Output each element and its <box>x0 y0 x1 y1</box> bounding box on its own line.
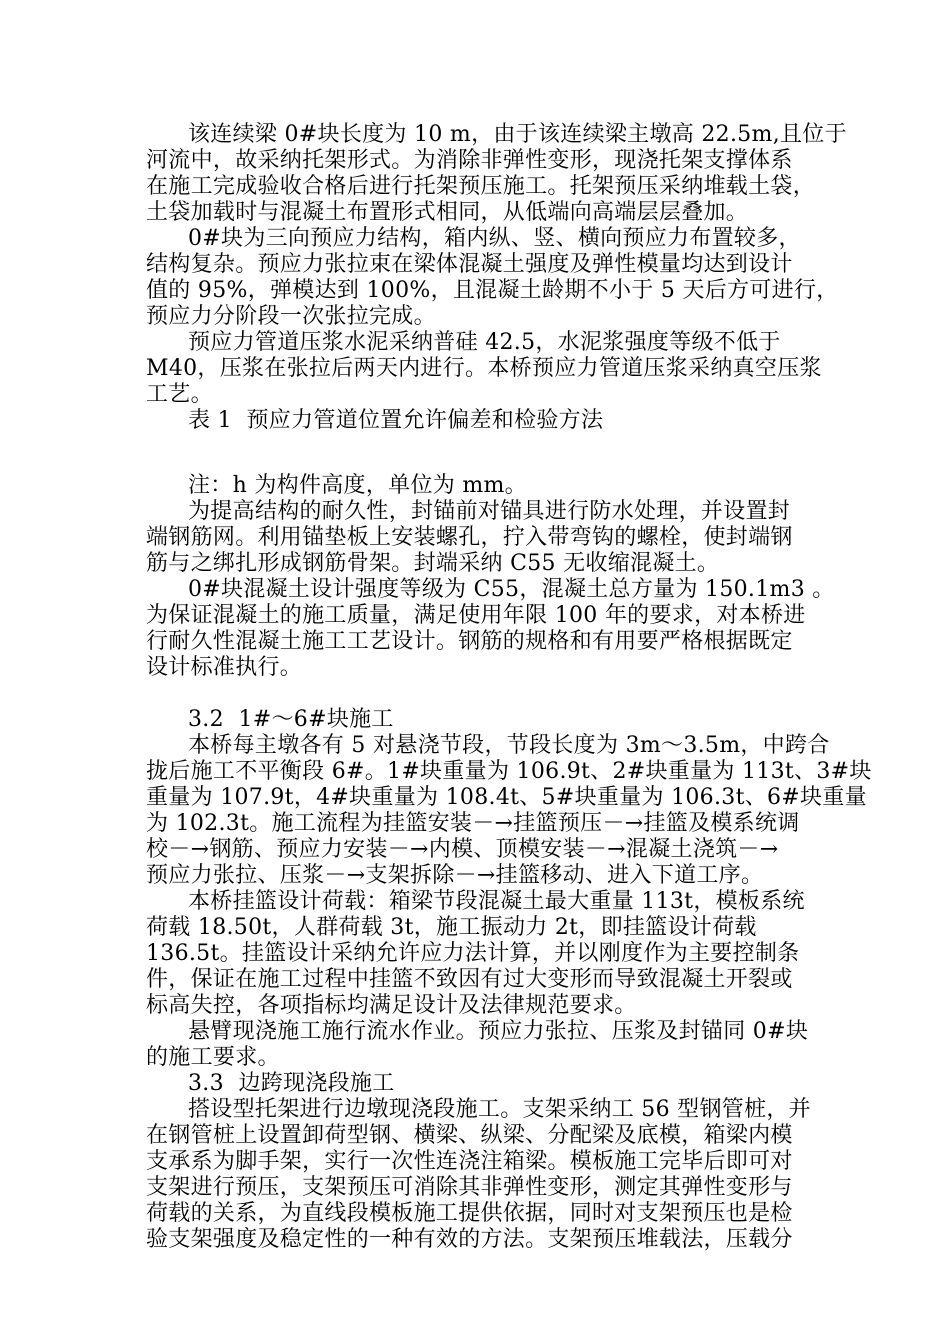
text-line: 拢后施工不平衡段 6#。1#块重量为 106.9t、2#块重量为 113t、3#块 <box>146 759 872 784</box>
text-line: 结构复杂。预应力张拉束在梁体混凝土强度及弹性模量均达到设计 <box>146 252 793 277</box>
text-line: 0#块为三向预应力结构，箱内纵、竖、横向预应力布置较多， <box>188 226 801 251</box>
text-line: 校－→钢筋、预应力安装－→内模、顶模安装－→混凝土浇筑－→ <box>146 837 779 862</box>
text-line: 0#块混凝土设计强度等级为 C55，混凝土总方量为 150.1m3 。 <box>188 577 835 602</box>
text-line: 设计标准执行。 <box>146 655 303 680</box>
text-line: 筋与之绑扎形成钢筋骨架。封端采纳 C55 无收缩混凝土。 <box>146 551 720 576</box>
text-line: 件，保证在施工过程中挂篮不致因有过大变形而导致混凝土开裂或 <box>146 967 793 992</box>
text-line: 该连续梁 0#块长度为 10 m，由于该连续梁主墩高 22.5m,且位于 <box>188 122 847 147</box>
text-line: 土袋加载时与混凝土布置形式相同，从低端向高端层层叠加。 <box>146 200 749 225</box>
text-line: 工艺。 <box>146 382 213 407</box>
text-line: 本桥每主墩各有 5 对悬浇节段，节段长度为 3m～3.5m，中跨合 <box>188 733 830 758</box>
text-line: 136.5t。挂篮设计采纳允许应力法计算，并以刚度作为主要控制条 <box>146 941 800 966</box>
text-line: 在施工完成验收合格后进行托架预压施工。托架预压采纳堆载土袋， <box>146 174 816 199</box>
text-line: 注：h 为构件高度，单位为 mm。 <box>188 473 527 498</box>
text-line: 预应力张拉、压浆－→支架拆除－→挂篮移动、进入下道工序。 <box>146 863 764 888</box>
text-line: 支承系为脚手架，实行一次性连浇注箱梁。模板施工完毕后即可对 <box>146 1149 793 1174</box>
text-line: 本桥挂篮设计荷载：箱梁节段混凝土最大重量 113t，模板系统 <box>188 889 805 914</box>
text-line: 表 1 预应力管道位置允许偏差和检验方法 <box>188 408 604 433</box>
text-line: 的施工要求。 <box>146 1045 280 1070</box>
text-line: 为 102.3t。施工流程为挂篮安装－→挂篮预压－→挂篮及模系统调 <box>146 811 800 836</box>
text-line: M40，压浆在张拉后两天内进行。本桥预应力管道压浆采纳真空压浆 <box>146 356 822 381</box>
text-line: 3.2 1#～6#块施工 <box>188 707 394 732</box>
text-line: 为保证混凝土的施工质量，满足使用年限 100 年的要求，对本桥进 <box>146 603 806 628</box>
text-line: 预应力分阶段一次张拉完成。 <box>146 304 436 329</box>
text-line: 3.3 边跨现浇段施工 <box>188 1071 395 1096</box>
text-line: 荷载 18.50t，人群荷载 3t，施工振动力 2t，即挂篮设计荷载 <box>146 915 757 940</box>
text-line: 端钢筋网。利用锚垫板上安装螺孔，拧入带弯钩的螺栓，使封端钢 <box>146 525 793 550</box>
text-line: 为提高结构的耐久性，封锚前对锚具进行防水处理，并设置封 <box>188 499 791 524</box>
text-line: 验支架强度及稳定性的一种有效的方法。支架预压堆载法，压载分 <box>146 1227 793 1252</box>
text-line: 重量为 107.9t，4#块重量为 108.4t、5#块重量为 106.3t、6#块重量 <box>146 785 867 810</box>
text-line: 搭设型托架进行边墩现浇段施工。支架采纳工 56 型钢管桩，并 <box>188 1097 811 1122</box>
text-line: 悬臂现浇施工施行流水作业。预应力张拉、压浆及封锚同 0#块 <box>188 1019 809 1044</box>
text-line: 河流中，故采纳托架形式。为消除非弹性变形，现浇托架支撑体系 <box>146 148 793 173</box>
text-line: 支架进行预压，支架预压可消除其非弹性变形，测定其弹性变形与 <box>146 1175 793 1200</box>
text-line: 荷载的关系，为直线段模板施工提供依据，同时对支架预压也是检 <box>146 1201 793 1226</box>
text-line: 预应力管道压浆水泥采纳普硅 42.5，水泥浆强度等级不低于 <box>188 330 781 355</box>
text-line: 行耐久性混凝土施工工艺设计。钢筋的规格和有用要严格根据既定 <box>146 629 793 654</box>
text-line: 标高失控，各项指标均满足设计及法律规范要求。 <box>146 993 637 1018</box>
text-line: 值的 95%，弹模达到 100%，且混凝土龄期不小于 5 天后方可进行， <box>146 278 839 303</box>
text-line: 在钢管桩上设置卸荷型钢、横梁、纵梁、分配梁及底模，箱梁内模 <box>146 1123 793 1148</box>
